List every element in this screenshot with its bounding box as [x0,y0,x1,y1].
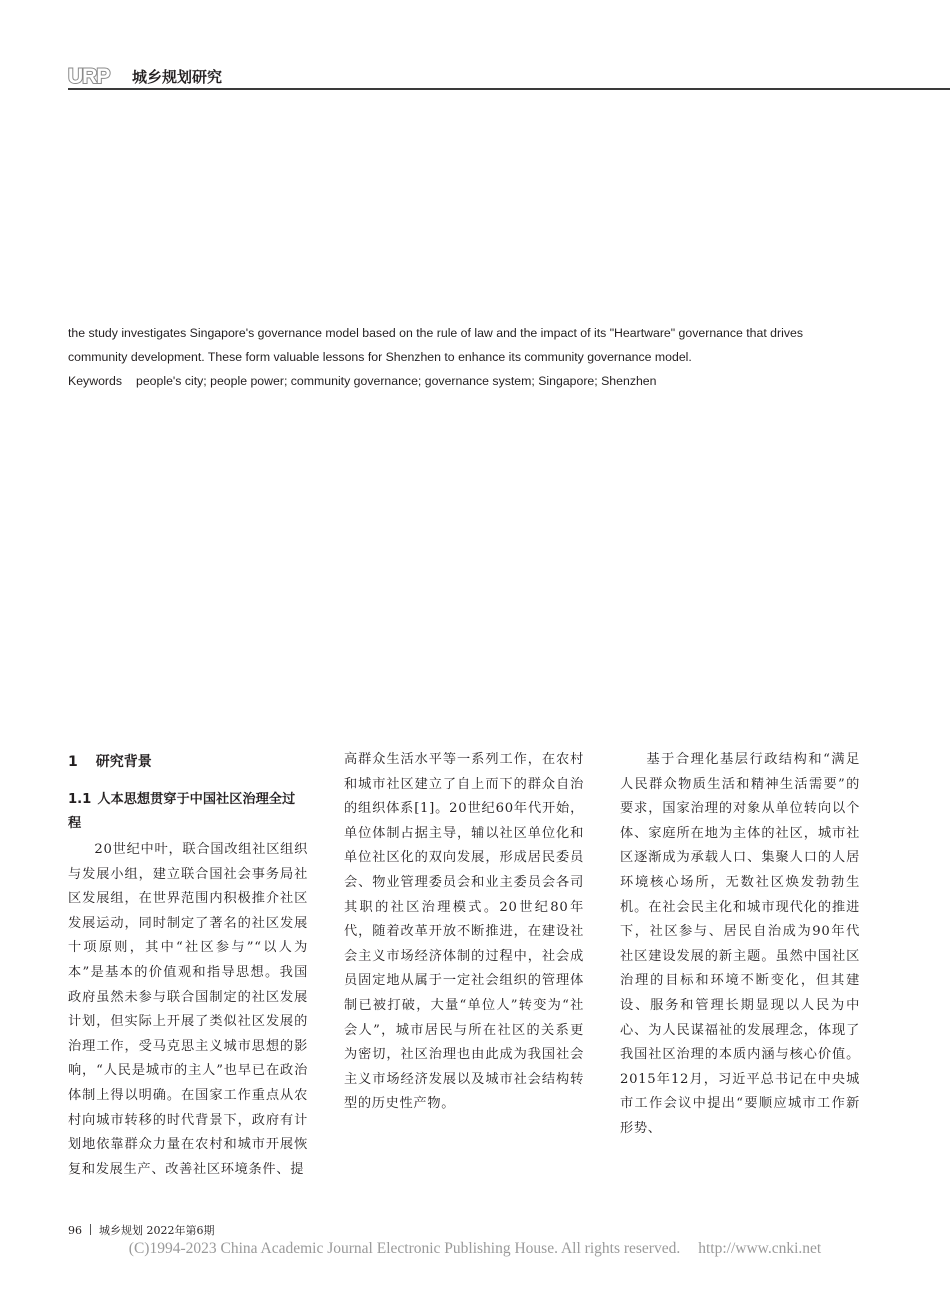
abstract-line-1: the study investigates Singapore's governance model based on the rule of law and the impact of its "Heartware" governance that drives [68,326,803,340]
subsection-number: 1.1 [68,792,92,807]
text-column-2 [344,748,584,1117]
paragraph-2: 基于合理化基层行政结构和“满足人民群众物质生活和精神生活需要”的要求，国家治理的对象从单位转向以个体、家庭所在地为主体的社区，城市社区逐渐成为承载人口、集聚人口的人居环境核心场所，无数社区焕发勃勃生机。在社会民主化和城市现代化的推进下，社区参与、居民自治成为90年代社区建设发展的新主题。虽然中国社区治理的目标和环境不断变化，但其建设、服务和管理长期显现以人民为中心、为人民谋福祉的发展理念，体现了我国社区治理的本质内涵与核心价值。2015年12月，习近平总书记在中央城市工作会议中提出“要顺应城市工作新形势、 [620,752,860,1136]
keywords-line [68,369,868,393]
text-column-3 [620,748,860,1142]
header-rule [68,88,950,90]
footer-separator [90,1224,91,1235]
section-heading [68,748,308,776]
keywords-label: Keywords [68,374,122,388]
copyright-text: (C)1994-2023 China Academic Journal Electronic Publishing House. All rights reserved. [128,1240,681,1257]
subsection-heading [68,788,308,836]
keywords-text: people's city; people power; community governance; governance system; Singapore; Shenzhen [136,374,657,388]
journal-issue: 城乡规划 2022年第6期 [99,1224,215,1237]
paragraph-1-part-b: 高群众生活水平等一系列工作，在农村和城市社区建立了自上而下的群众自治的组织体系[1]。20世纪60年代开始，单位体制占据主导，辅以社区单位化和单位社区化的双向发展，形成居民委员会、物业管理委员会和业主委员会各司其职的社区治理模式。20世纪80年代，随着改革开放不断推进，在建设社会主义市场经济体制的过程中，社会成员固定地从属于一定社会组织的管理体制已被打破，大量“单位人”转变为“社会人”，城市居民与所在社区的关系更为密切，社区治理也由此成为我国社会主义市场经济发展以及城市社会结构转型的历史性产物。 [344,752,584,1112]
page-footer [68,1222,215,1238]
section-number: 1 [68,754,78,770]
paragraph-1-part-a: 20世纪中叶，联合国改组社区组织与发展小组，建立联合国社会事务局社区发展组，在世界范围内积极推介社区发展运动，同时制定了著名的社区发展十项原则，其中“社区参与”“以人为本”是基本的价值观和指导思想。我国政府虽然未参与联合国制定的社区发展计划，但实际上开展了类似社区发展的治理工作，受马克思主义城市思想的影响，“人民是城市的主人”也早已在政治体制上得以明确。在国家工作重点从农村向城市转移的时代背景下，政府有计划地依靠群众力量在农村和城市开展恢复和发展生产、改善社区环境条件、提 [68,842,308,1177]
english-abstract [68,321,868,393]
journal-logo: URP [68,65,110,88]
copyright-notice [0,1240,950,1258]
text-column-1 [68,748,308,1182]
page-number: 96 [68,1224,82,1237]
journal-title: 城乡规划研究 [132,68,223,86]
copyright-url[interactable]: http://www.cnki.net [698,1240,822,1257]
section-title: 研究背景 [95,754,152,770]
subsection-title: 人本思想贯穿于中国社区治理全过程 [68,792,296,831]
abstract-line-2: community development. These form valuable lessons for Shenzhen to enhance its community governance model. [68,350,692,364]
